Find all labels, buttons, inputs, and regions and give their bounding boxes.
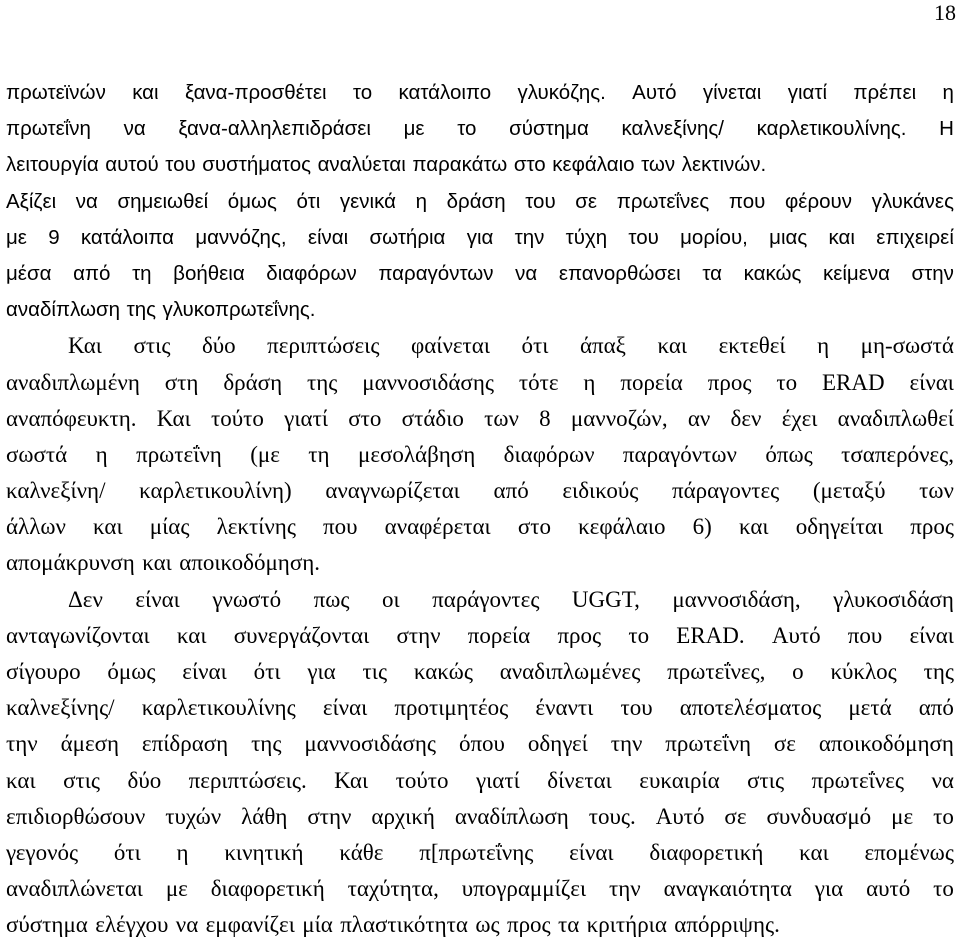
text-line: και στις δύο περιπτώσεις. Και τούτο γιατί δίνεται ευκαιρία στις πρωτεΐνες να (6, 767, 954, 793)
text-line: αναδιπλωμένη στη δράση της μαννοσιδάσης τότε η πορεία προς το ERAD είναι (6, 369, 954, 395)
text-line: καλνεξίνης/ καρλετικουλίνης είναι προτιμητέος έναντι του αποτελέσματος μετά από (6, 695, 954, 721)
text-line: με 9 κατάλοιπα μαννόζης, είναι σωτήρια για την τύχη του μορίου, μιας και επιχειρεί (6, 225, 954, 249)
document-body (6, 75, 954, 944)
text-line: πρωτεΐνη να ξανα-αλληλεπιδράσει με το σύστημα καλνεξίνης/ καρλετικουλίνης. Η (6, 117, 954, 141)
text-line: λειτουργία αυτού του συστήματος αναλύεται παρακάτω στο κεφάλαιο των λεκτινών. (6, 153, 767, 177)
text-line: αναδιπλώνεται με διαφορετική ταχύτητα, υπογραμμίζει την αναγκαιότητα για αυτό το (6, 876, 954, 902)
text-line: επιδιορθώσουν τυχών λάθη στην αρχική αναδίπλωση τους. Αυτό σε συνδυασμό με το (6, 803, 954, 829)
text-line: γεγονός ότι η κινητική κάθε π[πρωτεΐνης είναι διαφορετική και επομένως (6, 839, 954, 865)
text-line: σύστημα ελέγχου να εμφανίζει μία πλαστικότητα ως προς τα κριτήρια απόρριψης. (6, 912, 780, 938)
text-line: Αξίζει να σημειωθεί όμως ότι γενικά η δράση του σε πρωτεΐνες που φέρουν γλυκάνες (6, 189, 954, 213)
text-line: σωστά η πρωτεΐνη (με τη μεσολάβηση διαφόρων παραγόντων όπως τσαπερόνες, (6, 441, 954, 467)
text-line: καλνεξίνη/ καρλετικουλίνη) αναγνωρίζεται από ειδικούς πάραγοντες (μεταξύ των (6, 478, 954, 504)
text-line: ανταγωνίζονται και συνεργάζονται στην πορεία προς το ERAD. Αυτό που είναι (6, 622, 954, 648)
text-line: μέσα από τη βοήθεια διαφόρων παραγόντων να επανορθώσει τα κακώς κείμενα στην (6, 261, 954, 285)
text-line: Δεν είναι γνωστό πως οι παράγοντες UGGT, μαννοσιδάση, γλυκοσιδάση (68, 586, 954, 612)
text-line: πρωτεϊνών και ξανα-προσθέτει το κατάλοιπο γλυκόζης. Αυτό γίνεται γιατί πρέπει η (6, 81, 954, 104)
page-number: 18 (934, 0, 956, 25)
text-line: Και στις δύο περιπτώσεις φαίνεται ότι άπαξ και εκτεθεί η μη-σωστά (68, 333, 954, 359)
text-line: την άμεση επίδραση της μαννοσιδάσης όπου οδηγεί την πρωτεΐνη σε αποικοδόμηση (6, 731, 954, 757)
text-line: σίγουρο όμως είναι ότι για τις κακώς αναδιπλωμένες πρωτεΐνες, ο κύκλος της (6, 659, 954, 684)
text-line: απομάκρυνση και αποικοδόμηση. (6, 550, 320, 576)
text-line: αναδίπλωση της γλυκοπρωτεΐνης. (6, 298, 316, 322)
text-line: άλλων και μίας λεκτίνης που αναφέρεται στο κεφάλαιο 6) και οδηγείται προς (6, 514, 954, 540)
text-line: αναπόφευκτη. Και τούτο γιατί στο στάδιο των 8 μαννοζών, αν δεν έχει αναδιπλωθεί (6, 405, 954, 431)
